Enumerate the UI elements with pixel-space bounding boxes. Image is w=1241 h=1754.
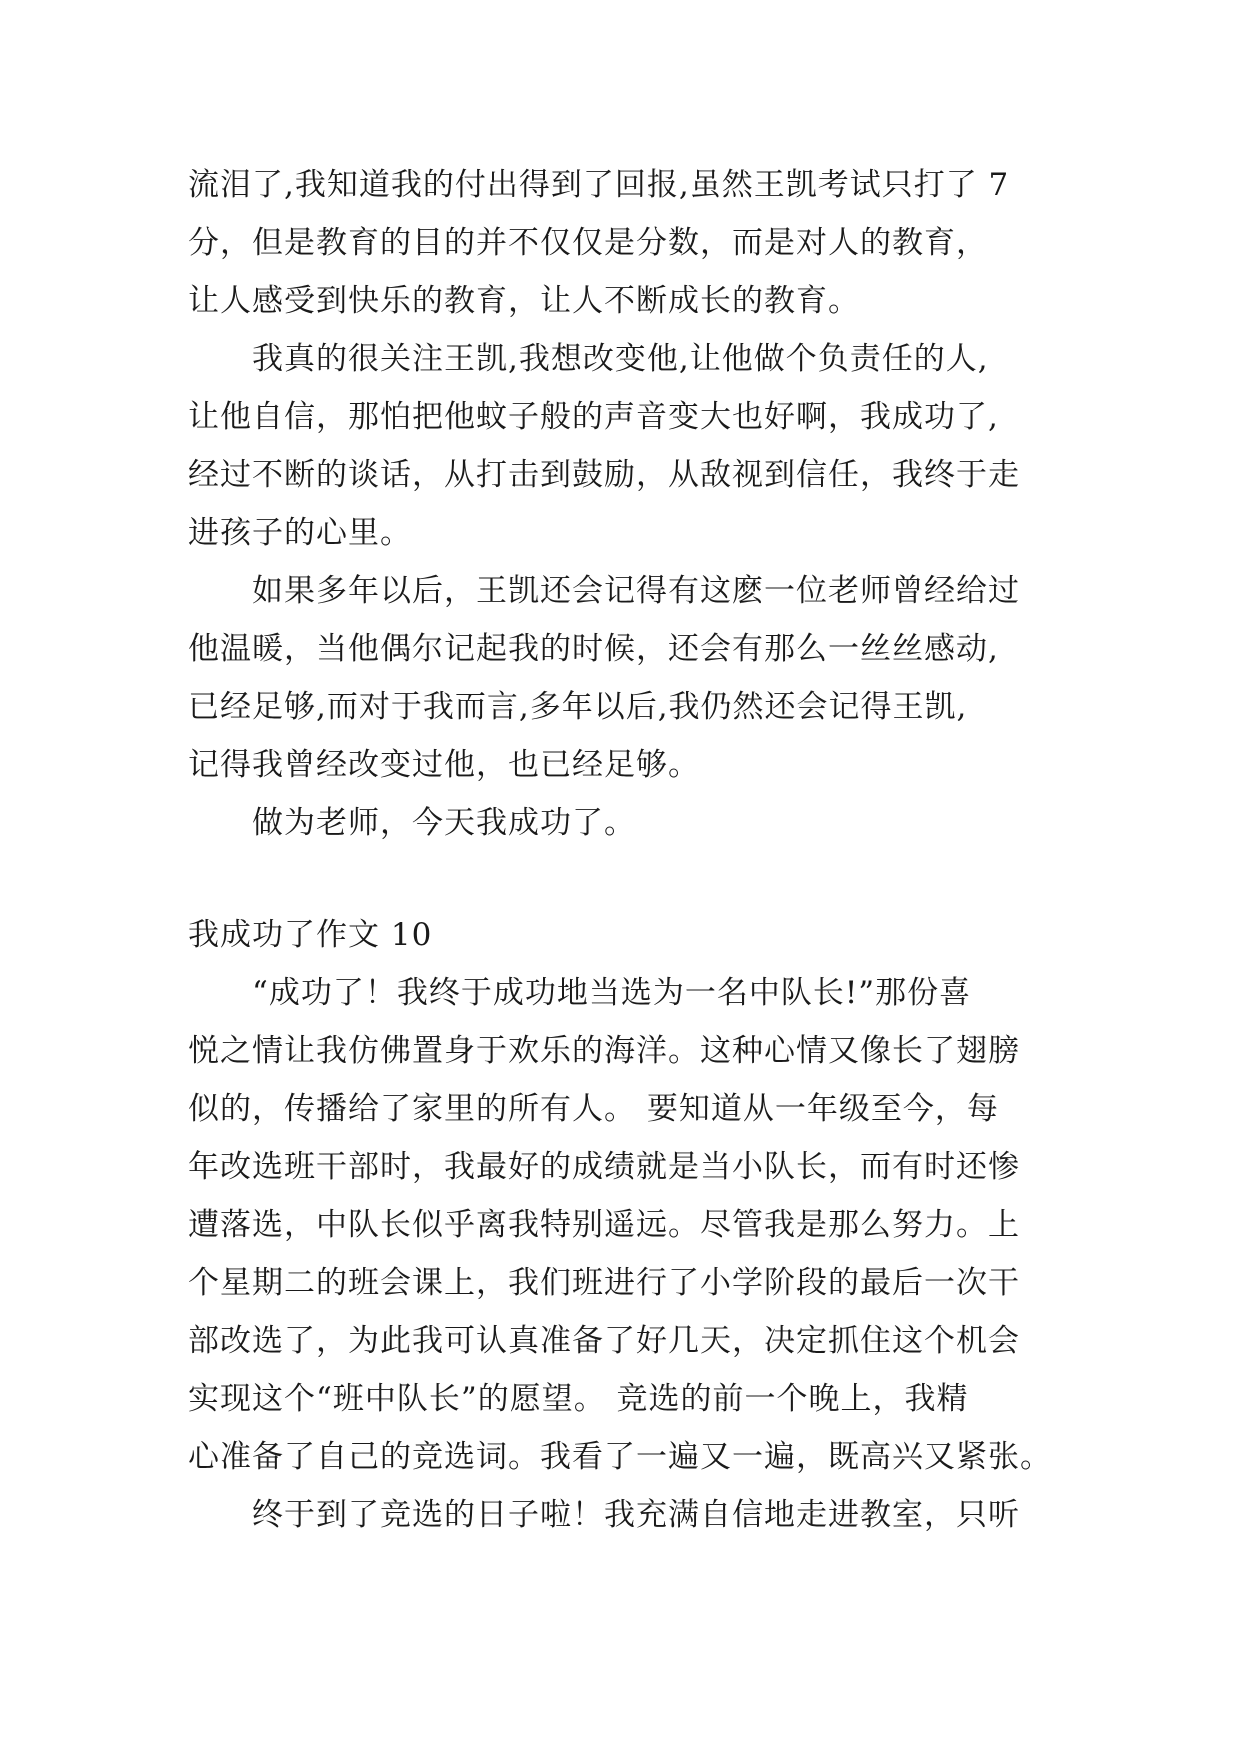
essay-continuation (188, 156, 1068, 852)
text-line: 让他自信，那怕把他蚊子般的声音变大也好啊，我成功了, (188, 399, 999, 435)
text-line: 我真的很关注王凯,我想改变他,让他做个负责任的人, (252, 341, 989, 377)
text-line: 分，但是教育的目的并不仅仅是分数，而是对人的教育， (188, 225, 988, 261)
text-line: 遭落选，中队长似乎离我特别遥远。尽管我是那么努力。上 (188, 1207, 1020, 1243)
text-line: 心准备了自己的竞选词。我看了一遍又一遍，既高兴又紧张。 (188, 1439, 1052, 1475)
text-line: 让人感受到快乐的教育，让人不断成长的教育。 (188, 283, 860, 319)
text-line: 年改选班干部时，我最好的成绩就是当小队长，而有时还惨 (188, 1149, 1020, 1185)
text-line: 经过不断的谈话，从打击到鼓励，从敌视到信任，我终于走 (188, 457, 1020, 493)
essay-body (188, 964, 1068, 1544)
text-line: 个星期二的班会课上，我们班进行了小学阶段的最后一次干 (188, 1265, 1020, 1301)
text-line: 流泪了,我知道我的付出得到了回报,虽然王凯考试只打了 7 (188, 167, 1010, 203)
text-line: “成功了！我终于成功地当选为一名中队长!”那份喜 (252, 975, 972, 1011)
text-line: 做为老师，今天我成功了。 (252, 805, 636, 841)
text-line: 已经足够,而对于我而言,多年以后,我仍然还会记得王凯, (188, 689, 968, 725)
text-line: 进孩子的心里。 (188, 515, 412, 551)
text-line: 终于到了竞选的日子啦！我充满自信地走进教室，只听 (252, 1497, 1020, 1533)
text-line: 他温暖，当他偶尔记起我的时候，还会有那么一丝丝感动, (188, 631, 999, 667)
text-line: 记得我曾经改变过他，也已经足够。 (188, 747, 700, 783)
essay-heading: 我成功了作文 10 (188, 917, 433, 953)
text-line: 部改选了，为此我可认真准备了好几天，决定抓住这个机会 (188, 1323, 1020, 1359)
text-line: 似的，传播给了家里的所有人。 要知道从一年级至今，每 (188, 1091, 999, 1127)
text-line: 悦之情让我仿佛置身于欢乐的海洋。这种心情又像长了翅膀 (188, 1033, 1020, 1069)
text-line: 如果多年以后，王凯还会记得有这麽一位老师曾经给过 (252, 573, 1020, 609)
text-line: 实现这个“班中队长”的愿望。 竞选的前一个晚上，我精 (188, 1381, 969, 1417)
